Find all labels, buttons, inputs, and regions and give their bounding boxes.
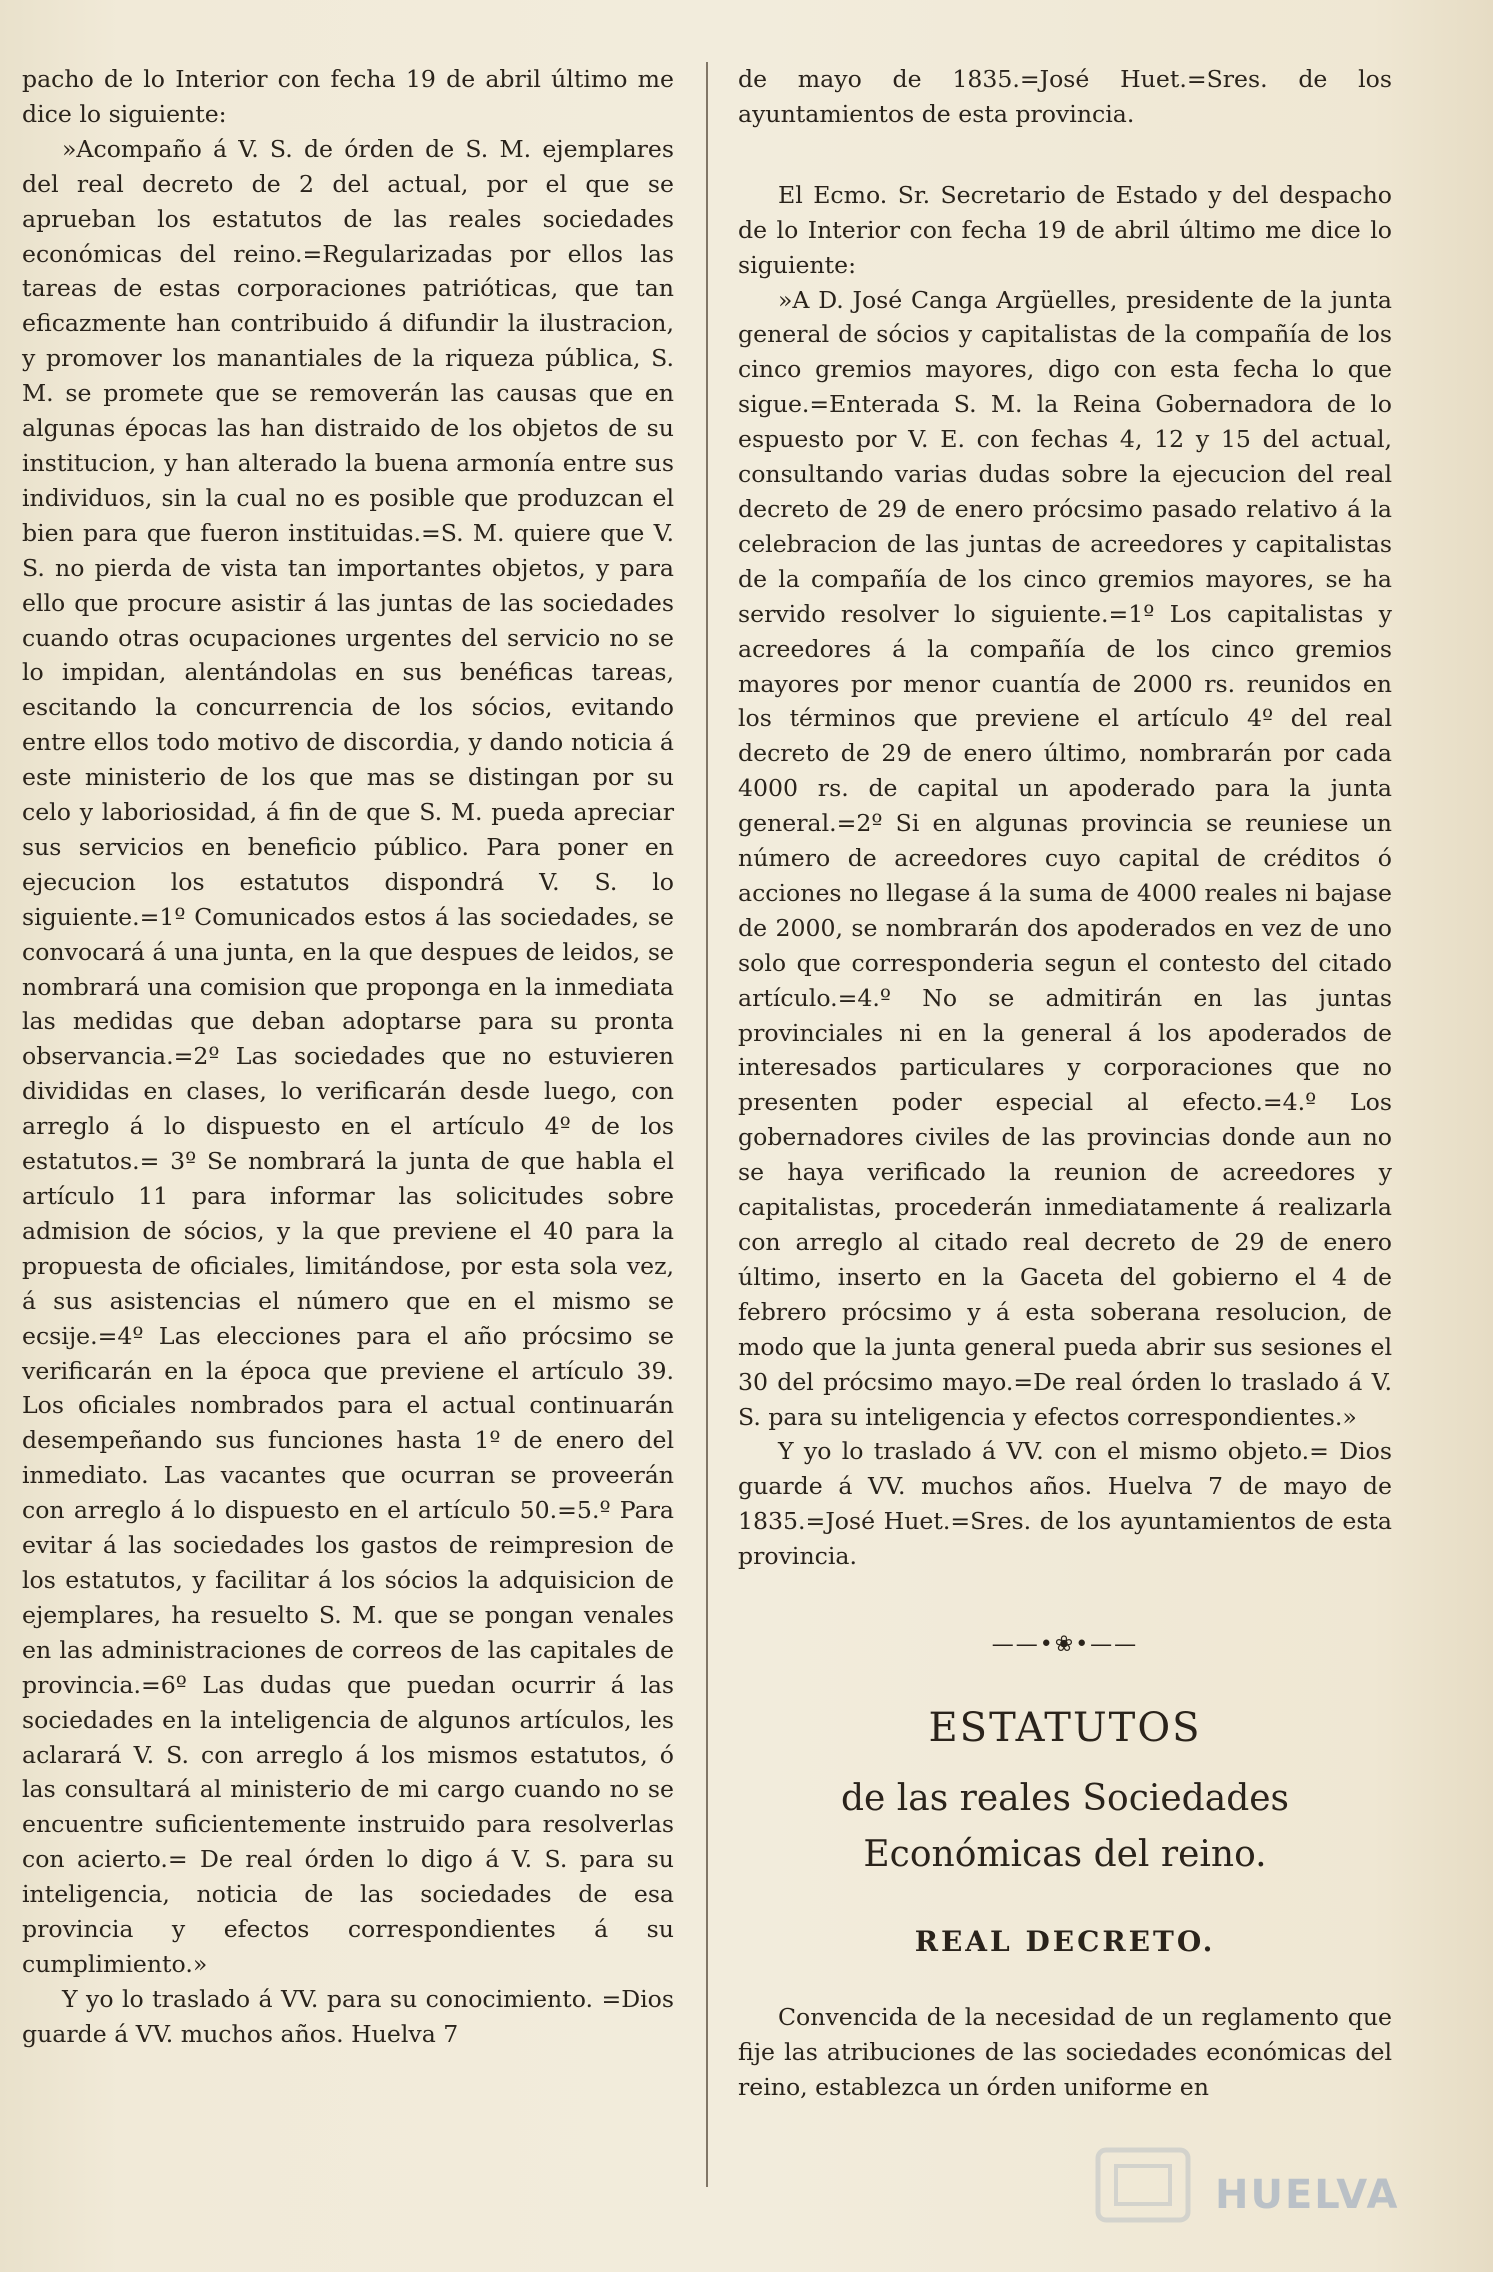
left-paragraph-1: pacho de lo Interior con fecha 19 de abril último me dice lo siguiente: bbox=[22, 65, 674, 128]
decree-text: Convencida de la necesidad de un reglamento que fije las atribuciones de las sociedades económicas del reino, establezca un órden uniforme en bbox=[738, 2002, 1392, 2101]
right-paragraph-4: Y yo lo traslado á VV. con el mismo objeto.= Dios guarde á VV. muchos años. Huelva 7 de mayo de 1835.=José Huet.=Sres. de los ayuntamientos de esta provincia. bbox=[738, 1437, 1392, 1571]
watermark-text: HUELVA bbox=[1215, 2172, 1400, 2218]
right-paragraph-2: El Ecmo. Sr. Secretario de Estado y del despacho de lo Interior con fecha 19 de abril último me dice lo siguiente: bbox=[738, 180, 1392, 279]
statutes-title: ESTATUTOS bbox=[928, 1704, 1202, 1751]
left-paragraph-2: »Acompaño á V. S. de órden de S. M. ejemplares del real decreto de 2 del actual, por el que se aprueban los estatutos de las reales sociedades económicas del reino.=Regularizadas por ellos las tareas de estas corporaciones patrióticas, que tan eficazmente han contribuido á difundir la ilustracion, y promover los manantiales de la riqueza pública, S. M. se promete que se removerán las causas que en algunas épocas las han distraido de los objetos de su institucion, y han alterado la buena armonía entre sus individuos, sin la cual no es posible que produzcan el bien para que fueron instituidas.=S. M. quiere que V. S. no pierda de vista tan importantes objetos, y para ello que procure asistir á las juntas de las sociedades cuando otras ocupaciones urgentes del servicio no se lo impidan, alentándolas en sus benéficas tareas, escitando la concurrencia de los sócios, evitando entre ellos todo motivo de discordia, y dando noticia á este ministerio de los que mas se distingan por su celo y laboriosidad, á fin de que S. M. pueda apreciar sus servicios en beneficio público. Para poner en ejecucion los estatutos dispondrá V. S. lo siguiente.=1º Comunicados estos á las sociedades, se convocará á una junta, en la que despues de leidos, se nombrará una comision que proponga en la inmediata las medidas que deban adoptarse para su pronta observancia.=2º Las sociedades que no estuvieren divididas en clases, lo verificarán desde luego, con arreglo á lo dispuesto en el artículo 4º de los estatutos.= 3º Se nombrará la junta de que habla el artículo 11 para informar las solicitudes sobre admision de sócios, y la que previene el 40 para la propuesta de oficiales, limitándose, por esta sola vez, á sus asistencias el número que en el mismo se ecsije.=4º Las elecciones para el año prócsimo se verificarán en la época que previene el artículo 39. Los oficiales nombrados para el actual continuarán desempeñando sus funciones hasta 1º de enero del inmediato. Las vacantes que ocurran se proveerán con arreglo á lo dispuesto en el artículo 50.=5.º Para evitar á las sociedades los gastos de reimpresion de los estatutos, y facilitar á los sócios la adquisicion de ejemplares, ha resuelto S. M. que se pongan venales en las administraciones de correos de las capitales de provincia.=6º Las dudas que puedan ocurrir á las sociedades en la inteligencia de algunos artículos, les aclarará V. S. con arreglo á los mismos estatutos, ó las consultará al ministerio de mi cargo cuando no se encuentre suficientemente instruido para resolverlas con acierto.= De real órden lo digo á V. S. para su inteligencia, noticia de las sociedades de esa provincia y efectos correspondientes á su cumplimiento.» bbox=[22, 134, 674, 1978]
column-divider bbox=[706, 62, 708, 2187]
ornament-divider: ——•❀•—— bbox=[991, 1632, 1139, 1658]
left-column bbox=[22, 62, 674, 2052]
left-paragraph-3: Y yo lo traslado á VV. para su conocimiento. =Dios guarde á VV. muchos años. Huelva 7 bbox=[22, 1984, 674, 2048]
right-paragraph-3: »A D. José Canga Argüelles, presidente de la junta general de sócios y capitalistas de la compañía de los cinco gremios mayores, digo con esta fecha lo que sigue.=Enterada S. M. la Reina Gobernadora de lo espuesto por V. E. con fechas 4, 12 y 15 del actual, consultando varias dudas sobre la ejecucion del real decreto de 29 de enero prócsimo pasado relativo á la celebracion de las juntas de acreedores y capitalistas de la compañía de los cinco gremios mayores, se ha servido resolver lo siguiente.=1º Los capitalistas y acreedores á la compañía de los cinco gremios mayores por menor cuantía de 2000 rs. reunidos en los términos que previene el artículo 4º del real decreto de 29 de enero último, nombrarán por cada 4000 rs. de capital un apoderado para la junta general.=2º Si en algunas provincia se reuniese un número de acreedores cuyo capital de créditos ó acciones no llegase á la suma de 4000 reales ni bajase de 2000, se nombrarán dos apoderados en vez de uno solo que corresponderia segun el contesto del citado artículo.=4.º No se admitirán en las juntas provinciales ni en la general á los apoderados de interesados particulares y corporaciones que no presenten poder especial al efecto.=4.º Los gobernadores civiles de las provincias donde aun no se haya verificado la reunion de acreedores y capitalistas, procederán inmediatamente á realizarla con arreglo al citado real decreto de 29 de enero último, inserto en la Gaceta del gobierno el 4 de febrero prócsimo y á esta soberana resolucion, de modo que la junta general pueda abrir sus sesiones el 30 del prócsimo mayo.=De real órden lo traslado á V. S. para su inteligencia y efectos correspondientes.» bbox=[738, 285, 1392, 1431]
paragraph-gap bbox=[738, 132, 1392, 178]
right-paragraph-1: de mayo de 1835.=José Huet.=Sres. de los ayuntamientos de esta provincia. bbox=[738, 65, 1392, 128]
right-column bbox=[738, 62, 1392, 2105]
statutes-subtitle: de las reales Sociedades Económicas del reino. bbox=[840, 1777, 1290, 1875]
royal-decree-heading: REAL DECRETO. bbox=[914, 1924, 1216, 1958]
